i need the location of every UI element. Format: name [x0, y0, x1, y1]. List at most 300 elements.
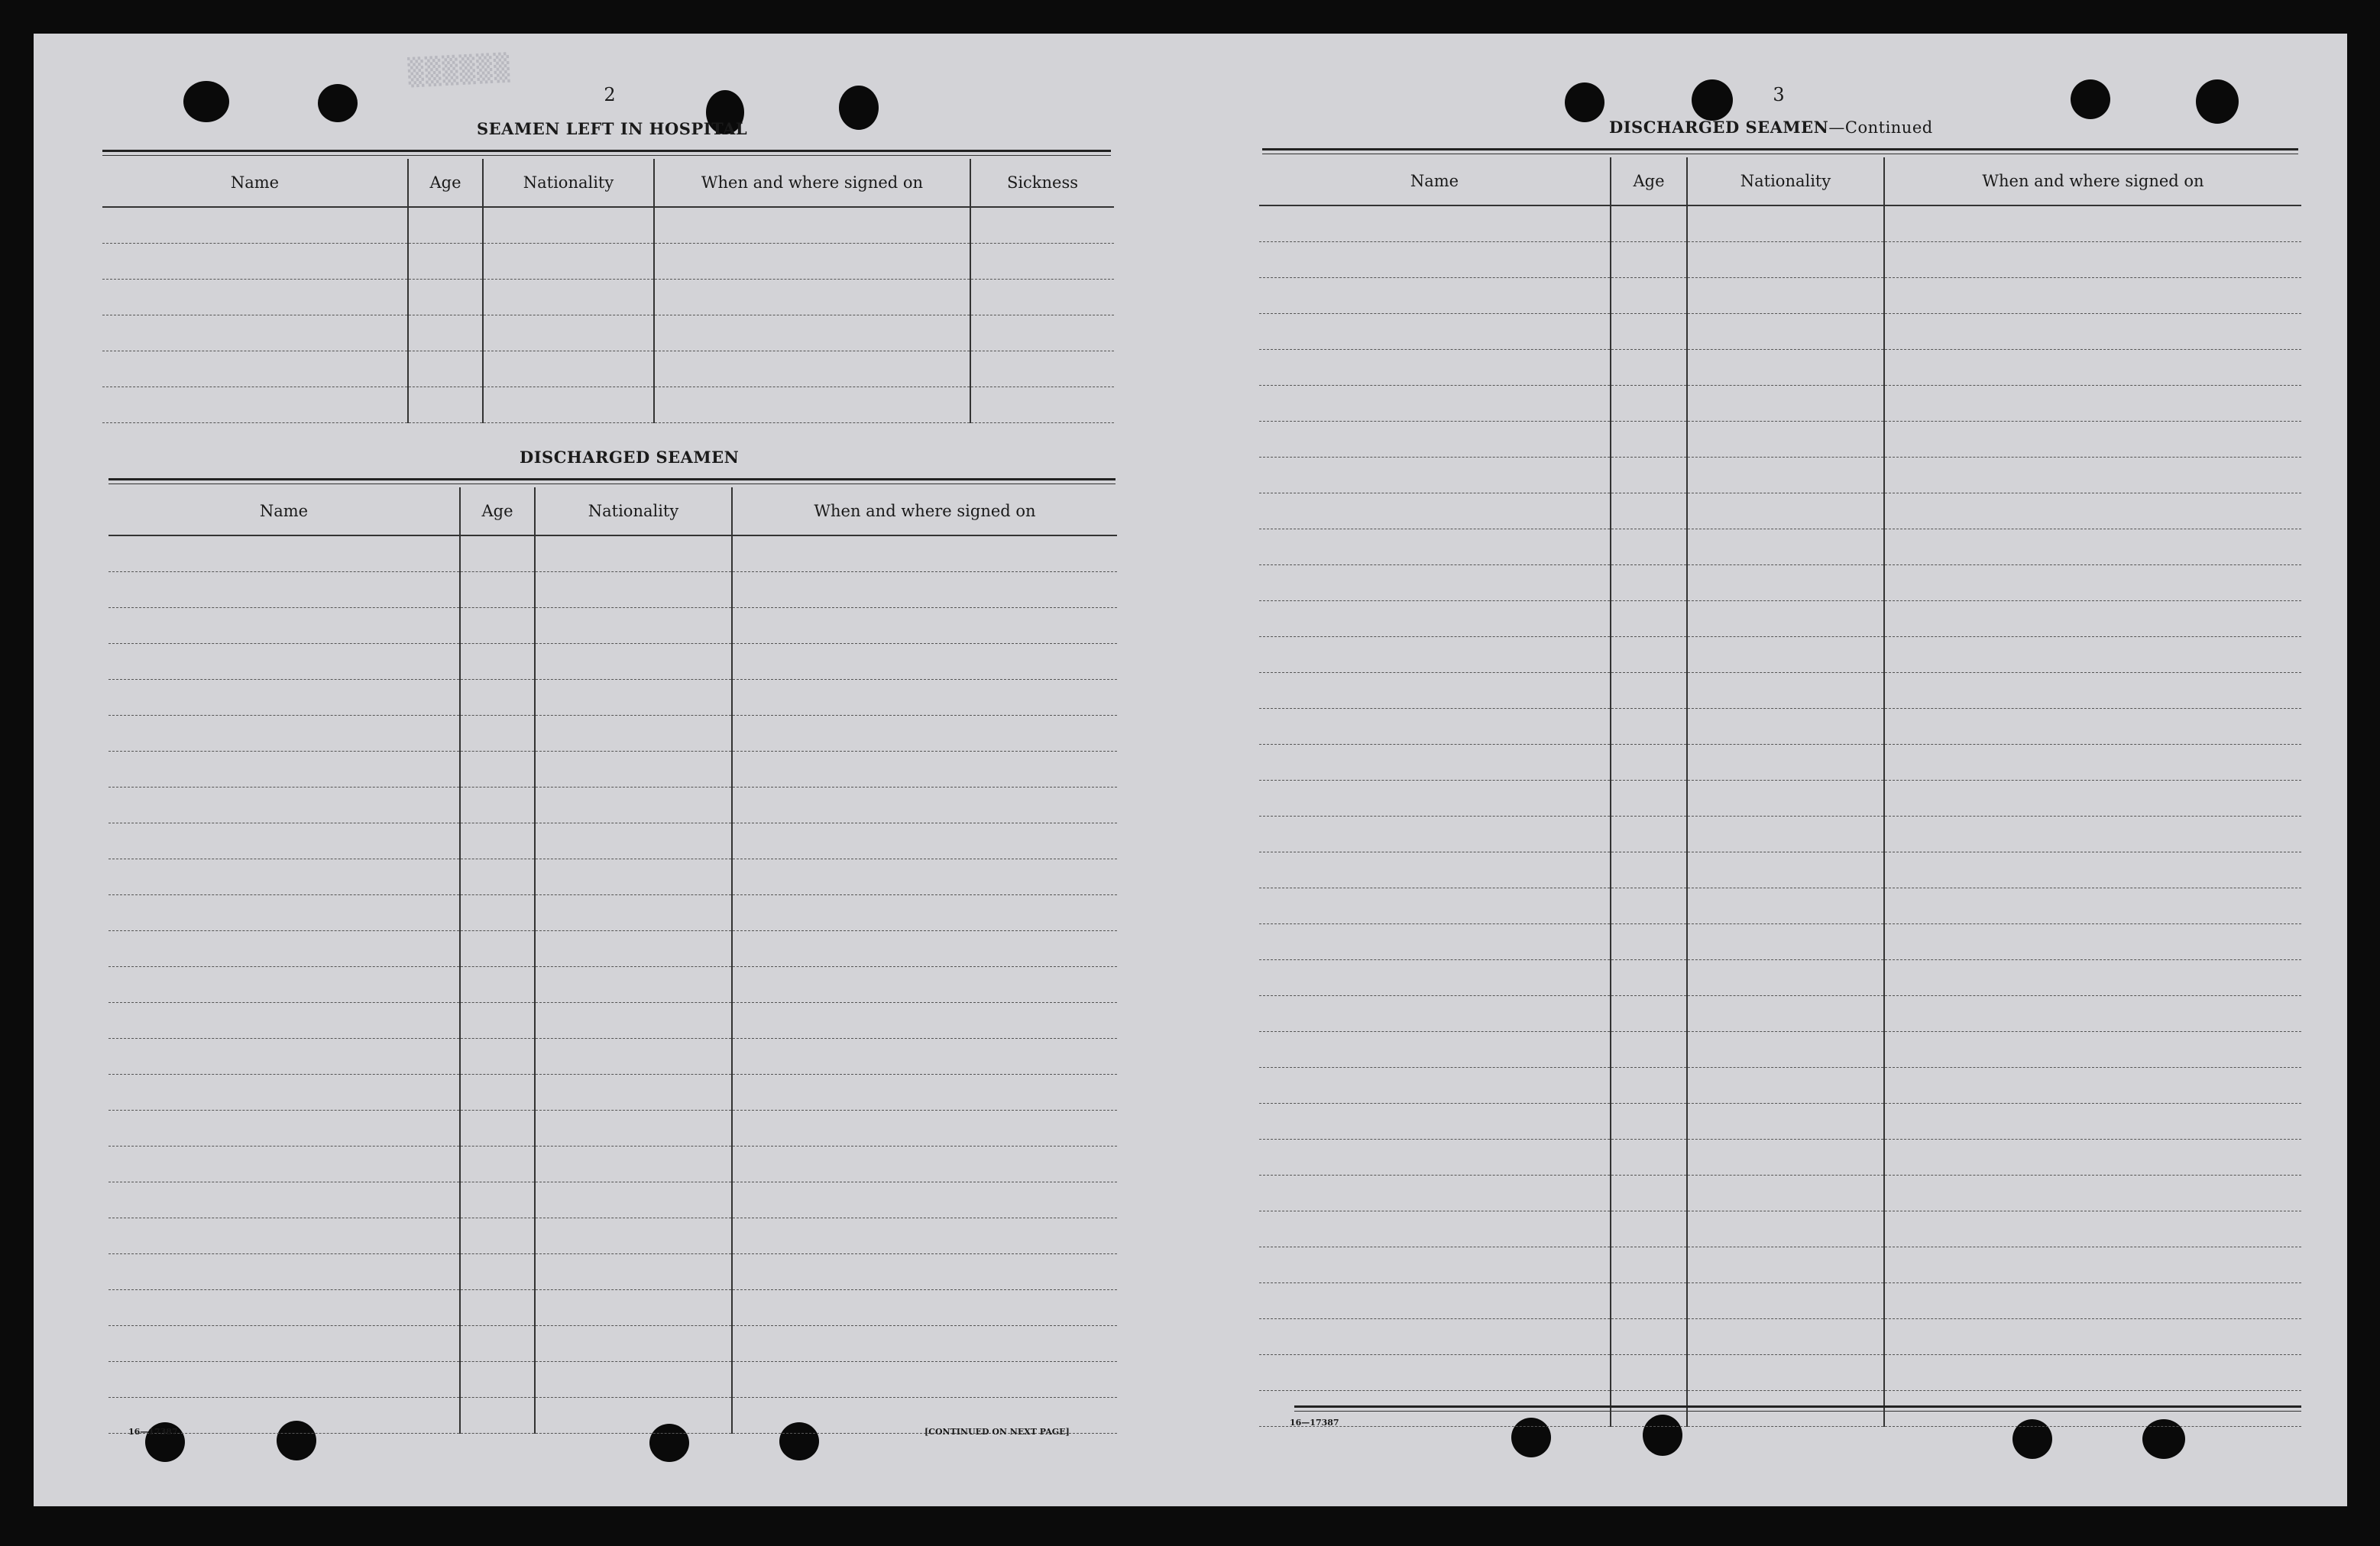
col-header-age: Age [1611, 157, 1687, 205]
ledger-cell [1259, 960, 1611, 996]
ledger-cell [1884, 1391, 2301, 1427]
ledger-cell [1259, 565, 1611, 601]
ledger-cell [732, 859, 1117, 895]
ledger-cell [108, 1362, 460, 1398]
faint-stamp: ▒▒▒▒▒▒ [407, 52, 512, 89]
ledger-cell [732, 608, 1117, 644]
ledger-cell [460, 1182, 535, 1218]
ledger-cell [1687, 637, 1884, 673]
ledger-cell [1259, 601, 1611, 637]
ledger-cell [1259, 673, 1611, 709]
header-rule [1262, 148, 2298, 150]
ledger-cell [732, 1039, 1117, 1075]
punch-hole [2196, 79, 2239, 124]
ledger-cell [1884, 242, 2301, 278]
ledger-row [108, 1003, 1117, 1039]
ledger-cell [970, 207, 1114, 244]
ledger-cell [1259, 1176, 1611, 1211]
ledger-cell [1259, 350, 1611, 386]
ledger-cell [654, 351, 970, 387]
ledger-cell [732, 1182, 1117, 1218]
ledger-cell [535, 752, 732, 788]
ledger-cell [1611, 1391, 1687, 1427]
ledger-cell [732, 1254, 1117, 1290]
discharged-table-left [108, 487, 1117, 1434]
ledger-cell [483, 280, 654, 315]
ledger-cell [1687, 1391, 1884, 1427]
ledger-cell [108, 644, 460, 680]
ledger-row [1259, 422, 2301, 458]
ledger-cell [483, 207, 654, 244]
ledger-cell [1687, 1176, 1884, 1211]
ledger-row [1259, 529, 2301, 565]
ledger-row [1259, 709, 2301, 745]
ledger-cell [460, 1254, 535, 1290]
ledger-cell [1687, 314, 1884, 350]
ledger-row [1259, 1211, 2301, 1247]
ledger-cell [1687, 817, 1884, 852]
ledger-cell [535, 1147, 732, 1182]
ledger-cell [1687, 565, 1884, 601]
ledger-row [1259, 817, 2301, 852]
ledger-cell [102, 207, 408, 244]
ledger-cell [108, 1218, 460, 1254]
ledger-cell [108, 752, 460, 788]
ledger-cell [108, 572, 460, 608]
ledger-cell [1611, 924, 1687, 960]
ledger-cell [460, 931, 535, 967]
ledger-cell [1611, 529, 1687, 565]
ledger-cell [1884, 493, 2301, 529]
ledger-row [1259, 1391, 2301, 1427]
ledger-cell [1259, 458, 1611, 493]
form-number-right: 16—17387 [1290, 1418, 1339, 1428]
col-header-signed-on: When and where signed on [1884, 157, 2301, 205]
ledger-cell [1687, 1104, 1884, 1140]
ledger-cell [1259, 637, 1611, 673]
ledger-cell [1884, 1247, 2301, 1283]
ledger-cell [535, 1039, 732, 1075]
ledger-cell [1687, 1355, 1884, 1391]
ledger-cell [1884, 637, 2301, 673]
ledger-row [102, 351, 1114, 387]
discharged-title-main: DISCHARGED SEAMEN [1609, 118, 1829, 137]
ledger-row [108, 895, 1117, 931]
ledger-cell [732, 931, 1117, 967]
ledger-row [108, 1290, 1117, 1326]
col-header-sickness: Sickness [970, 159, 1114, 207]
punch-hole [1565, 82, 1604, 122]
ledger-row [1259, 458, 2301, 493]
ledger-cell [1884, 1104, 2301, 1140]
ledger-cell [535, 859, 732, 895]
ledger-cell [1687, 1247, 1884, 1283]
ledger-cell [535, 680, 732, 716]
ledger-cell [1687, 386, 1884, 422]
ledger-cell [732, 1218, 1117, 1254]
discharged-section-title: DISCHARGED SEAMEN [520, 448, 740, 467]
ledger-cell [1259, 1104, 1611, 1140]
continued-note: [CONTINUED ON NEXT PAGE] [924, 1427, 1070, 1437]
punch-hole [839, 86, 879, 130]
ledger-cell [108, 895, 460, 931]
ledger-cell [1259, 781, 1611, 817]
ledger-cell [1687, 1032, 1884, 1068]
ledger-cell [1884, 709, 2301, 745]
ledger-cell [1884, 924, 2301, 960]
punch-hole [318, 84, 358, 122]
ledger-cell [1259, 278, 1611, 314]
ledger-row [1259, 960, 2301, 996]
ledger-row [1259, 852, 2301, 888]
ledger-cell [1687, 781, 1884, 817]
ledger-cell [1259, 1247, 1611, 1283]
ledger-row [102, 244, 1114, 280]
ledger-cell [1611, 565, 1687, 601]
ledger-cell [1611, 1211, 1687, 1247]
ledger-cell [1687, 888, 1884, 924]
ledger-cell [732, 823, 1117, 859]
ledger-row [1259, 637, 2301, 673]
discharged-table-right [1259, 157, 2301, 1427]
ledger-cell [1884, 1068, 2301, 1104]
ledger-cell [535, 608, 732, 644]
ledger-cell [460, 1147, 535, 1182]
punch-hole [183, 81, 229, 122]
ledger-cell [535, 535, 732, 572]
ledger-cell [408, 351, 483, 387]
col-header-signed-on: When and where signed on [732, 487, 1117, 535]
ledger-cell [1884, 565, 2301, 601]
ledger-cell [108, 535, 460, 572]
ledger-cell [1611, 1032, 1687, 1068]
hospital-section-title: SEAMEN LEFT IN HOSPITAL [477, 119, 748, 138]
ledger-cell [1611, 709, 1687, 745]
ledger-row [108, 967, 1117, 1003]
ledger-cell [732, 1147, 1117, 1182]
ledger-cell [732, 1362, 1117, 1398]
ledger-cell [732, 1003, 1117, 1039]
footer-rule [1294, 1405, 2301, 1408]
col-header-age: Age [408, 159, 483, 207]
ledger-cell [460, 1398, 535, 1434]
ledger-row [1259, 1283, 2301, 1319]
ledger-row [102, 280, 1114, 315]
ledger-row [108, 1182, 1117, 1218]
ledger-cell [1884, 601, 2301, 637]
ledger-row [108, 931, 1117, 967]
ledger-cell [1884, 817, 2301, 852]
ledger-cell [1884, 996, 2301, 1032]
ledger-cell [1884, 1355, 2301, 1391]
continued-suffix: —Continued [1828, 118, 1933, 137]
ledger-row [1259, 350, 2301, 386]
ledger-cell [483, 315, 654, 351]
ledger-cell [535, 895, 732, 931]
ledger-row [108, 1111, 1117, 1147]
ledger-cell [460, 535, 535, 572]
ledger-cell [1611, 1247, 1687, 1283]
ledger-cell [970, 244, 1114, 280]
ledger-row [108, 608, 1117, 644]
ledger-cell [1884, 1032, 2301, 1068]
ledger-cell [1687, 278, 1884, 314]
ledger-cell [483, 387, 654, 423]
ledger-row [1259, 205, 2301, 242]
ledger-cell [108, 1075, 460, 1111]
ledger-cell [1884, 350, 2301, 386]
ledger-cell [460, 716, 535, 752]
discharged-rows-left [108, 535, 1117, 1434]
ledger-row [1259, 1068, 2301, 1104]
ledger-cell [1687, 960, 1884, 996]
ledger-cell [1259, 529, 1611, 565]
ledger-cell [654, 207, 970, 244]
punch-hole [1692, 79, 1733, 121]
ledger-cell [1611, 673, 1687, 709]
ledger-cell [535, 1326, 732, 1362]
ledger-row [102, 315, 1114, 351]
ledger-cell [1611, 601, 1687, 637]
col-header-name: Name [1259, 157, 1611, 205]
ledger-cell [460, 823, 535, 859]
ledger-cell [460, 1326, 535, 1362]
ledger-cell [1611, 350, 1687, 386]
ledger-cell [1611, 1140, 1687, 1176]
ledger-cell [460, 1075, 535, 1111]
ledger-row [1259, 888, 2301, 924]
ledger-cell [535, 1075, 732, 1111]
ledger-cell [535, 1003, 732, 1039]
ledger-row [108, 644, 1117, 680]
ledger-cell [535, 931, 732, 967]
ledger-cell [732, 1290, 1117, 1326]
ledger-cell [535, 788, 732, 823]
ledger-cell [1611, 817, 1687, 852]
ledger-row [1259, 278, 2301, 314]
ledger-cell [460, 608, 535, 644]
ledger-cell [1259, 386, 1611, 422]
ledger-cell [1687, 1283, 1884, 1319]
ledger-cell [1687, 745, 1884, 781]
ledger-cell [1687, 601, 1884, 637]
ledger-cell [460, 895, 535, 931]
ledger-cell [970, 280, 1114, 315]
ledger-cell [732, 788, 1117, 823]
ledger-cell [1611, 1176, 1687, 1211]
ledger-cell [1884, 278, 2301, 314]
ledger-cell [108, 788, 460, 823]
ledger-cell [1687, 205, 1884, 242]
ledger-cell [102, 315, 408, 351]
ledger-sheet [34, 34, 2347, 1506]
ledger-cell [108, 967, 460, 1003]
col-header-age: Age [460, 487, 535, 535]
ledger-cell [732, 967, 1117, 1003]
ledger-cell [1884, 1176, 2301, 1211]
ledger-cell [1259, 888, 1611, 924]
ledger-cell [1687, 673, 1884, 709]
ledger-cell [535, 1218, 732, 1254]
ledger-cell [1687, 1068, 1884, 1104]
ledger-cell [1259, 1140, 1611, 1176]
ledger-cell [1611, 996, 1687, 1032]
ledger-row [1259, 493, 2301, 529]
ledger-cell [108, 1182, 460, 1218]
ledger-row [1259, 1140, 2301, 1176]
ledger-row [108, 535, 1117, 572]
ledger-cell [1611, 960, 1687, 996]
ledger-cell [1884, 529, 2301, 565]
ledger-cell [108, 931, 460, 967]
ledger-cell [102, 244, 408, 280]
ledger-cell [654, 280, 970, 315]
ledger-row [108, 1326, 1117, 1362]
header-rule [108, 478, 1116, 480]
ledger-cell [1259, 422, 1611, 458]
hospital-table [102, 159, 1114, 423]
ledger-cell [1687, 529, 1884, 565]
col-header-name: Name [102, 159, 408, 207]
ledger-row [1259, 1247, 2301, 1283]
ledger-cell [1259, 996, 1611, 1032]
ledger-cell [108, 1147, 460, 1182]
discharged-rows-right [1259, 205, 2301, 1427]
ledger-cell [1611, 1283, 1687, 1319]
ledger-row [1259, 565, 2301, 601]
ledger-cell [1687, 458, 1884, 493]
ledger-cell [1611, 637, 1687, 673]
ledger-cell [1884, 960, 2301, 996]
ledger-cell [460, 1111, 535, 1147]
ledger-cell [970, 387, 1114, 423]
ledger-cell [970, 315, 1114, 351]
ledger-cell [460, 788, 535, 823]
ledger-cell [535, 1111, 732, 1147]
ledger-cell [460, 1039, 535, 1075]
ledger-cell [732, 644, 1117, 680]
ledger-cell [1687, 1140, 1884, 1176]
ledger-cell [535, 716, 732, 752]
ledger-row [108, 1039, 1117, 1075]
ledger-row [1259, 745, 2301, 781]
page-number-left: 2 [604, 84, 616, 105]
ledger-cell [1884, 205, 2301, 242]
ledger-cell [1259, 242, 1611, 278]
ledger-cell [483, 244, 654, 280]
ledger-cell [1259, 709, 1611, 745]
ledger-cell [408, 315, 483, 351]
ledger-cell [108, 716, 460, 752]
col-header-nationality: Nationality [535, 487, 732, 535]
ledger-cell [535, 1254, 732, 1290]
col-header-nationality: Nationality [483, 159, 654, 207]
ledger-cell [1884, 1211, 2301, 1247]
ledger-cell [408, 387, 483, 423]
ledger-cell [1884, 422, 2301, 458]
ledger-cell [535, 1362, 732, 1398]
ledger-cell [1884, 386, 2301, 422]
ledger-cell [108, 1290, 460, 1326]
ledger-cell [732, 1326, 1117, 1362]
ledger-cell [1884, 673, 2301, 709]
ledger-cell [460, 1362, 535, 1398]
ledger-cell [102, 280, 408, 315]
ledger-cell [108, 1003, 460, 1039]
ledger-cell [108, 680, 460, 716]
ledger-cell [102, 351, 408, 387]
ledger-cell [1884, 1140, 2301, 1176]
ledger-row [1259, 601, 2301, 637]
ledger-cell [1611, 1104, 1687, 1140]
ledger-row [1259, 314, 2301, 350]
ledger-cell [535, 1182, 732, 1218]
ledger-row [1259, 1104, 2301, 1140]
ledger-row [1259, 924, 2301, 960]
ledger-row [108, 1147, 1117, 1182]
ledger-row [108, 1362, 1117, 1398]
ledger-cell [1884, 781, 2301, 817]
ledger-row [1259, 1319, 2301, 1355]
ledger-cell [1611, 278, 1687, 314]
ledger-cell [408, 207, 483, 244]
ledger-cell [1687, 350, 1884, 386]
ledger-cell [1259, 1283, 1611, 1319]
ledger-cell [1259, 1032, 1611, 1068]
ledger-cell [654, 387, 970, 423]
ledger-row [1259, 781, 2301, 817]
ledger-row [1259, 242, 2301, 278]
col-header-nationality: Nationality [1687, 157, 1884, 205]
ledger-cell [732, 716, 1117, 752]
ledger-cell [1259, 1355, 1611, 1391]
ledger-cell [1259, 924, 1611, 960]
ledger-cell [1884, 745, 2301, 781]
ledger-cell [460, 1290, 535, 1326]
header-rule [102, 150, 1111, 152]
ledger-cell [1259, 314, 1611, 350]
ledger-row [1259, 1032, 2301, 1068]
ledger-cell [1884, 1319, 2301, 1355]
ledger-row [102, 207, 1114, 244]
ledger-row [1259, 996, 2301, 1032]
ledger-cell [1259, 205, 1611, 242]
ledger-row [108, 788, 1117, 823]
ledger-cell [460, 1003, 535, 1039]
ledger-cell [970, 351, 1114, 387]
ledger-cell [483, 351, 654, 387]
ledger-row [108, 1254, 1117, 1290]
punch-hole [2071, 79, 2110, 119]
ledger-cell [1259, 493, 1611, 529]
ledger-cell [535, 1398, 732, 1434]
ledger-row [1259, 386, 2301, 422]
ledger-row [1259, 1176, 2301, 1211]
ledger-cell [1259, 1319, 1611, 1355]
ledger-cell [108, 859, 460, 895]
ledger-cell [1687, 1211, 1884, 1247]
ledger-cell [1687, 852, 1884, 888]
ledger-cell [108, 823, 460, 859]
ledger-cell [408, 244, 483, 280]
ledger-cell [732, 1111, 1117, 1147]
ledger-row [108, 680, 1117, 716]
ledger-cell [108, 1111, 460, 1147]
ledger-row [102, 387, 1114, 423]
ledger-cell [1884, 458, 2301, 493]
ledger-cell [1687, 1319, 1884, 1355]
ledger-cell [1259, 1068, 1611, 1104]
